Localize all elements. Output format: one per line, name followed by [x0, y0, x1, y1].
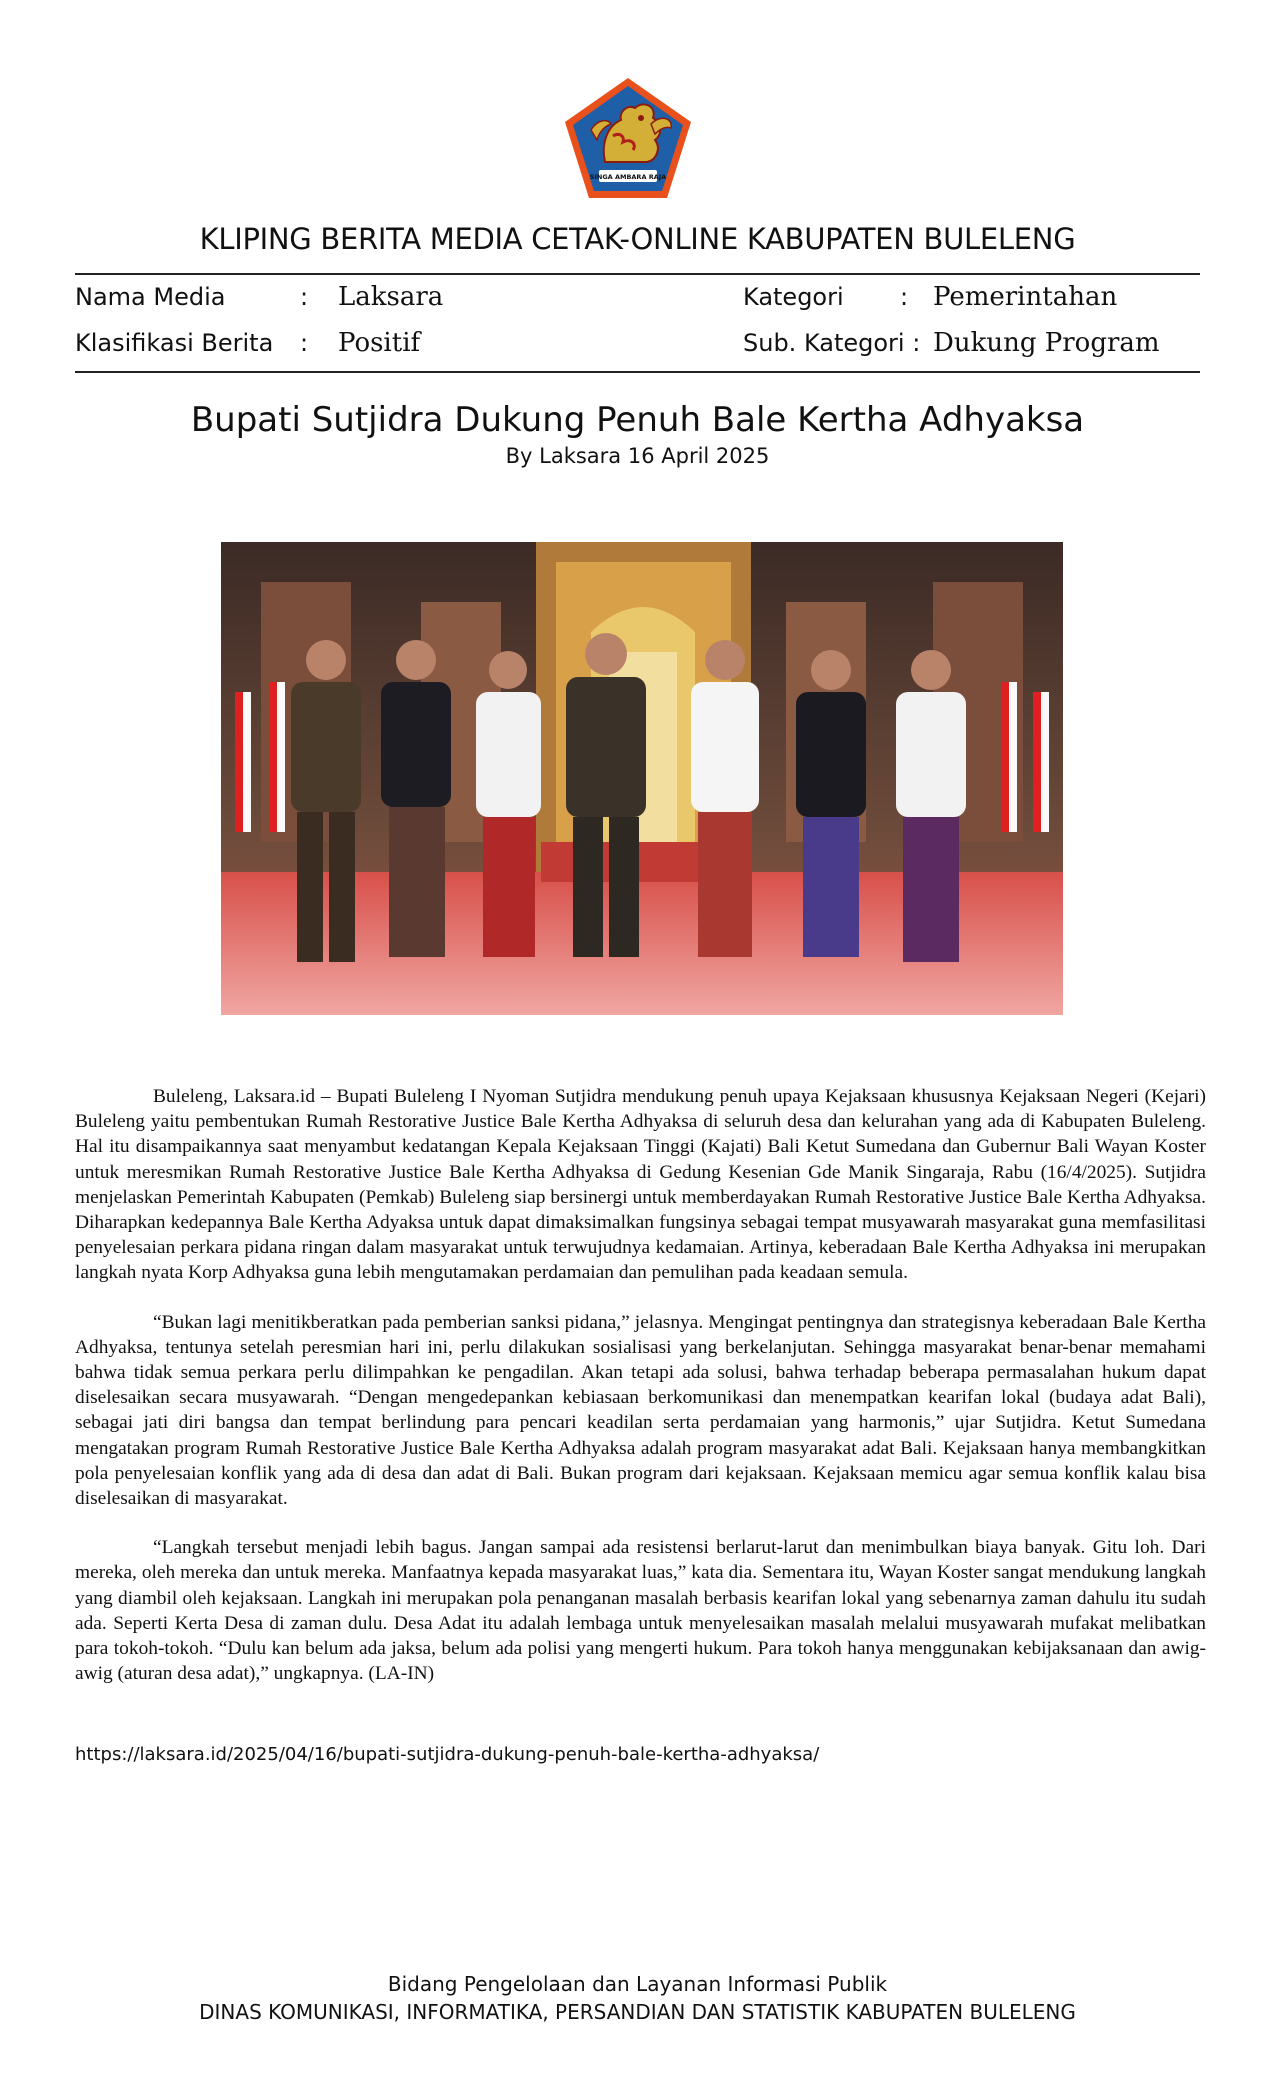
sub-kategori-label: Sub. Kategori : — [743, 329, 921, 357]
klasifikasi-berita-label: Klasifikasi Berita — [75, 329, 274, 357]
kategori-value: Pemerintahan — [933, 282, 1118, 312]
article-byline: By Laksara 16 April 2025 — [505, 444, 770, 468]
nama-media-value: Laksara — [338, 282, 444, 312]
article-photo — [221, 542, 1063, 1015]
footer-line-2: DINAS KOMUNIKASI, INFORMATIKA, PERSANDIAN DAN STATISTIK KABUPATEN BULELENG — [199, 2000, 1076, 2024]
header-top-rule — [75, 273, 1200, 275]
article-paragraph: “Langkah tersebut menjadi lebih bagus. Jangan sampai ada resistensi berlarut-larut dan menimbulkan biaya banyak. Gitu loh. Dari mereka, oleh mereka dan untuk mereka. Manfaatnya kepada masyarakat luas,” kata dia. Sementara itu, Wayan Koster sangat mendukung langkah yang diambil oleh kejaksaan. Langkah ini merupakan pola penanganan masalah berbasis kearifan lokal yang sebenarnya zaman dahulu itu sudah ada. Seperti Kerta Desa di zaman dulu. Desa Adat itu adalah lembaga untuk menyelesaikan masalah melalui musyawarah mufakat melibatkan para tokoh-tokoh. “Dulu kan belum ada jaksa, belum ada polisi yang mengerti hukum. Para tokoh hanya menggunakan kebijaksanaan dan awig-awig (aturan desa adat),” ungkapnya. (LA-IN) — [75, 1537, 1206, 1685]
header-bottom-rule — [75, 371, 1200, 373]
logo-motto: SINGA AMBARA RAJA — [589, 173, 667, 181]
colon: : — [300, 283, 309, 311]
article-body — [75, 1084, 1206, 1710]
kategori-label: Kategori — [743, 283, 844, 311]
header-title: KLIPING BERITA MEDIA CETAK-ONLINE KABUPATEN BULELENG — [199, 222, 1076, 256]
footer-line-1: Bidang Pengelolaan dan Layanan Informasi Publik — [387, 1972, 888, 1996]
klasifikasi-berita-value: Positif — [338, 328, 421, 358]
article-title: Bupati Sutjidra Dukung Penuh Bale Kertha Adhyaksa — [190, 400, 1085, 440]
article-paragraph: Buleleng, Laksara.id – Bupati Buleleng I Nyoman Sutjidra mendukung penuh upaya Kejaksaan khususnya Kejaksaan Negeri (Kejari) Buleleng yaitu pembentukan Rumah Restorative Justice Bale Kertha Adhyaksa di seluruh desa dan kelurahan yang ada di Kabupaten Buleleng. Hal itu disampaikannya saat menyambut kedatangan Kepala Kejaksaan Tinggi (Kajati) Bali Ketut Sumedana dan Gubernur Bali Wayan Koster untuk meresmikan Rumah Restorative Justice Bale Kertha Adhyaksa di Gedung Kesenian Gde Manik Singaraja, Rabu (16/4/2025). Sutjidra menjelaskan Pemerintah Kabupaten (Pemkab) Buleleng siap bersinergi untuk memberdayakan Rumah Restorative Justice Bale Kertha Adhyaksa. Diharapkan kedepannya Bale Kertha Adyaksa untuk dapat dimaksimalkan fungsinya sebagai tempat musyawarah masyarakat guna memfasilitasi penyelesaian perkara pidana ringan dalam masyarakat untuk terwujudnya kedamaian. Artinya, keberadaan Bale Kertha Adhyaksa ini merupakan langkah nyata Korp Adhyaksa guna lebih mengutamakan perdamaian dan pemulihan pada keadaan semula. — [75, 1086, 1206, 1284]
colon: : — [900, 283, 909, 311]
article-paragraph: “Bukan lagi menitikberatkan pada pemberian sanksi pidana,” jelasnya. Mengingat pentingnya dan strategisnya keberadaan Bale Kertha Adhyaksa, tentunya setelah peresmian hari ini, perlu dilakukan sosialisasi yang berkelanjutan. Sehingga masyarakat benar-benar memahami bahwa tidak semua perkara perlu dilimpahkan ke pengadilan. Akan tetapi ada solusi, bahwa terhadap beberapa permasalahan hukum dapat diselesaikan secara musyawarah. “Dengan mengedepankan kebiasaan berkomunikasi dan menempatkan kearifan lokal (budaya adat Bali), sebagai jati diri bangsa dan tempat berlindung para pencari keadilan serta perdamaian yang harmonis,” ujar Sutjidra. Ketut Sumedana mengatakan program Rumah Restorative Justice Bale Kertha Adhyaksa adalah program masyarakat adat Bali. Kejaksaan hanya membangkitkan pola penyelesaian konflik yang ada di desa dan adat di Bali. Bukan program dari kejaksaan. Kejaksaan memicu agar semua konflik kalau bisa diselesaikan di masyarakat. — [75, 1311, 1206, 1510]
kabupaten-buleleng-logo — [561, 74, 695, 202]
colon: : — [300, 329, 309, 357]
nama-media-label: Nama Media — [75, 283, 226, 311]
source-url[interactable]: https://laksara.id/2025/04/16/bupati-sutjidra-dukung-penuh-bale-kertha-adhyaksa/ — [75, 1744, 820, 1765]
sub-kategori-value: Dukung Program — [933, 328, 1160, 358]
